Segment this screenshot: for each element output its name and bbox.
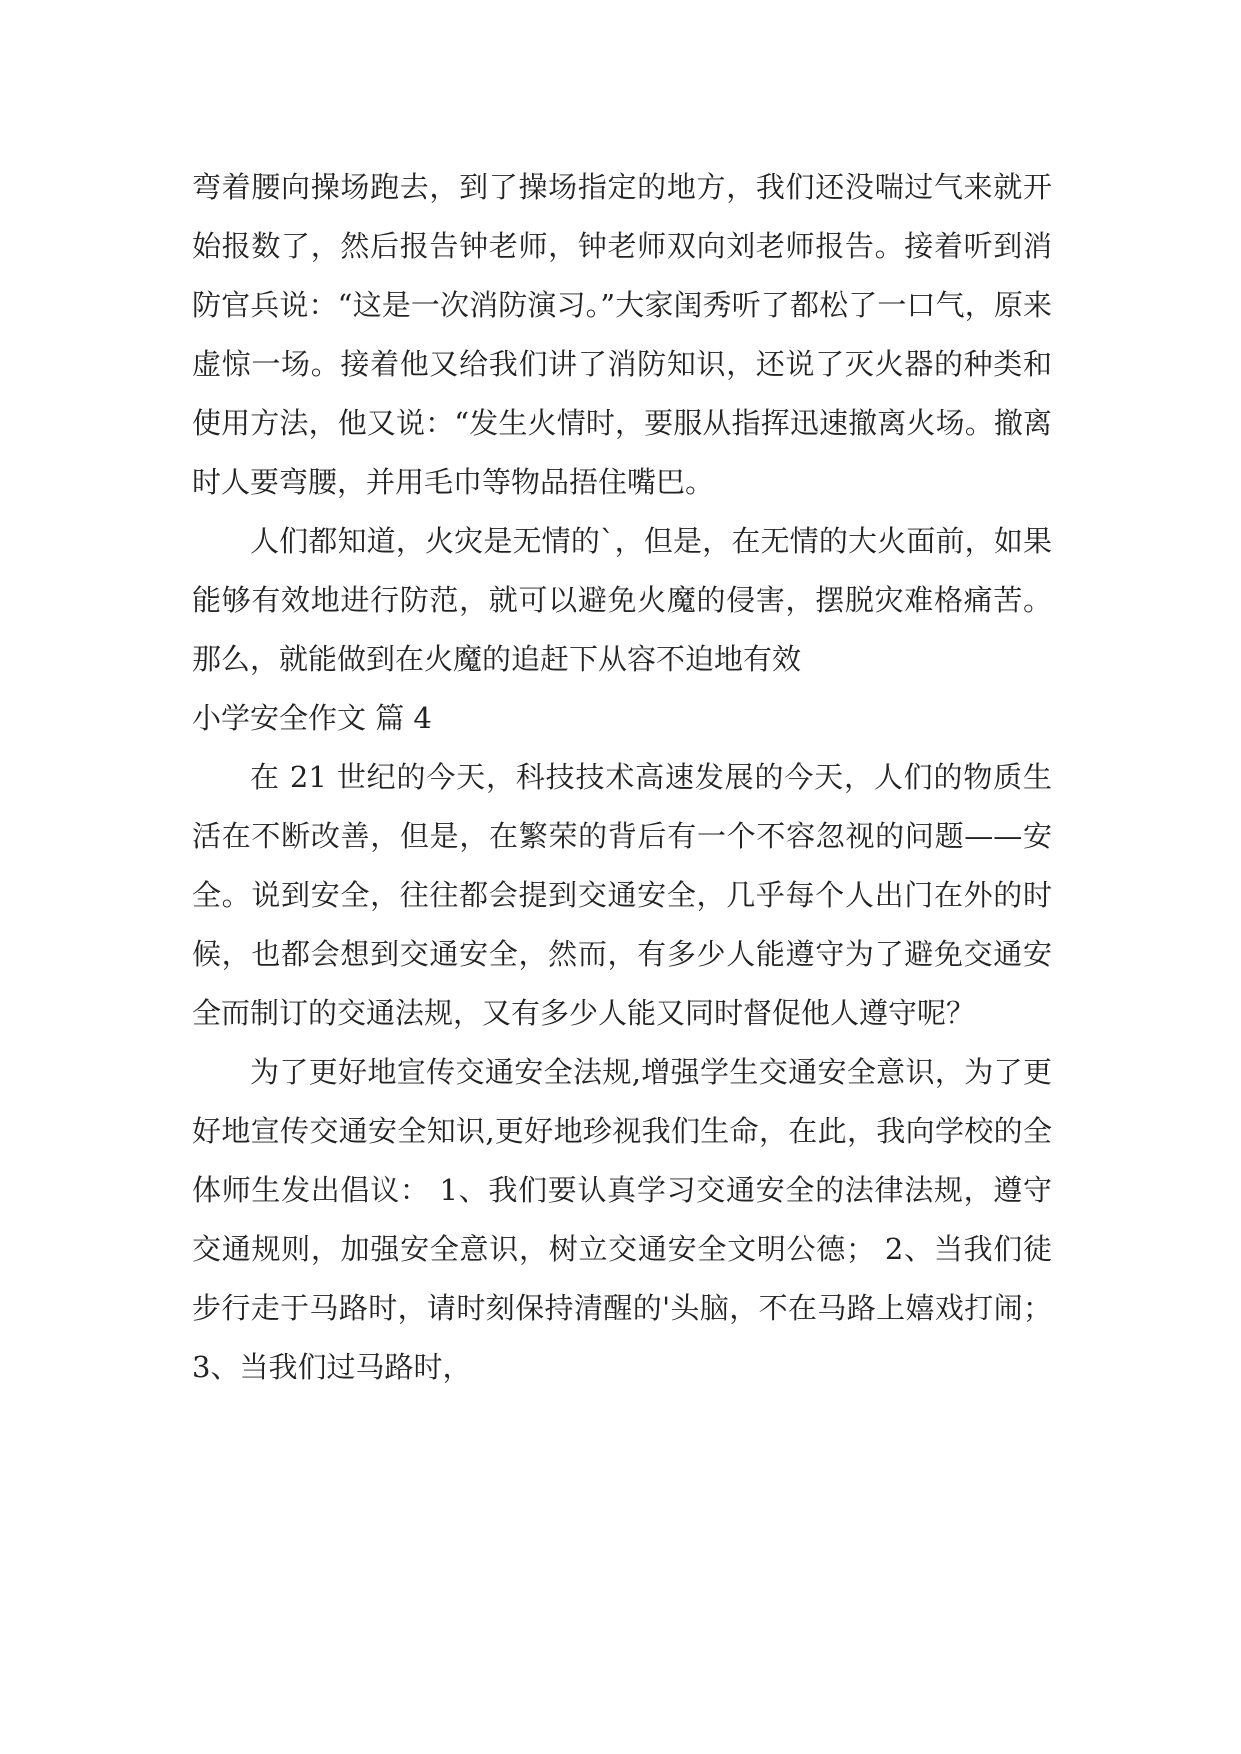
paragraph-3: 在 21 世纪的今天，科技技术高速发展的今天，人们的物质生活在不断改善，但是，在繁荣的背后有一个不容忽视的问题——安全。说到安全，往往都会提到交通安全，几乎每个人出门在外的时候，也都会想到交通安全，然而，有多少人能遵守为了避免交通安全而制订的交通法规，又有多少人能又同时督促他人遵守呢？	[192, 760, 1052, 1030]
document-body	[192, 158, 1052, 1397]
paragraph-1: 弯着腰向操场跑去，到了操场指定的地方，我们还没喘过气来就开始报数了，然后报告钟老师，钟老师双向刘老师报告。接着听到消防官兵说：“这是一次消防演习。”大家闺秀听了都松了一口气，原来虚惊一场。接着他又给我们讲了消防知识，还说了灭火器的种类和使用方法，他又说：“发生火情时，要服从指挥迅速撤离火场。撤离时人要弯腰，并用毛巾等物品捂住嘴巴。	[192, 170, 1052, 499]
section-heading: 小学安全作文 篇 4	[192, 701, 432, 735]
paragraph-4: 为了更好地宣传交通安全法规,增强学生交通安全意识，为了更好地宣传交通安全知识,更好地珍视我们生命，在此，我向学校的全体师生发出倡议： 1、我们要认真学习交通安全的法律法规，遵守交通规则，加强安全意识，树立交通安全文明公德； 2、当我们徒步行走于马路时，请时刻保持清醒的'头脑，不在马路上嬉戏打闹； 3、当我们过马路时，	[192, 1055, 1052, 1384]
paragraph-2: 人们都知道，火灾是无情的`，但是，在无情的大火面前，如果能够有效地进行防范，就可以避免火魔的侵害，摆脱灾难格痛苦。那么，就能做到在火魔的追赶下从容不迫地有效	[192, 524, 1052, 676]
